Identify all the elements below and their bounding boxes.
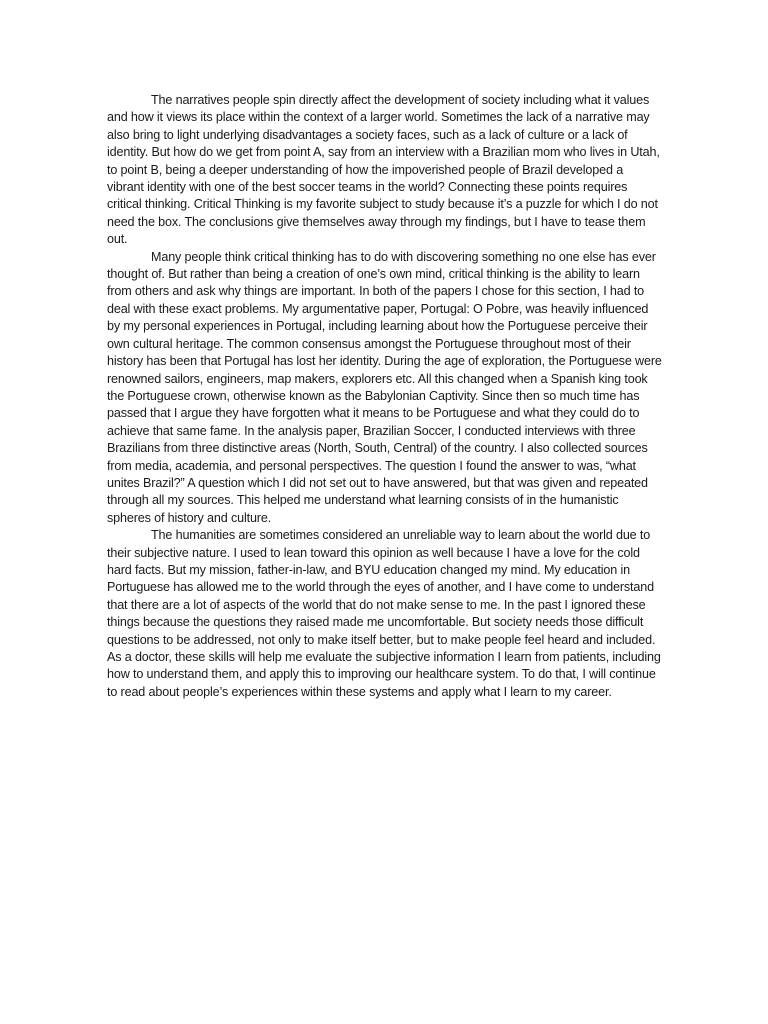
paragraph-2: Many people think critical thinking has to do with discovering something no one else has ever thought of. But rather than being a creation of one’s own mind, critical thinking is the ability to learn from others and ask why things are important. In both of the papers I chose for this section, I had to deal with these exact problems. My argumentative paper, Portugal: O Pobre, was heavily influenced by my personal experiences in Portugal, including learning about how the Portuguese perceive their own cultural heritage. The common consensus amongst the Portuguese throughout most of their history has been that Portugal has lost her identity. During the age of exploration, the Portuguese were renowned sailors, engineers, map makers, explorers etc. All this changed when a Spanish king took the Portuguese crown, otherwise known as the Babylonian Captivity. Since then so much time has passed that I argue they have forgotten what it means to be Portuguese and what they could do to achieve that same fame. In the analysis paper, Brazilian Soccer, I conducted interviews with three Brazilians from three distinctive areas (North, South, Central) of the country. I also collected sources from media, academia, and personal perspectives. The question I found the answer to was, “what unites Brazil?” A question which I did not set out to have answered, but that was given and repeated through all my sources. This helped me understand what learning consists of in the humanistic spheres of history and culture. — [107, 249, 662, 525]
paragraph-3: The humanities are sometimes considered an unreliable way to learn about the world due to their subjective nature. I used to lean toward this opinion as well because I have a love for the cold hard facts. But my mission, father-in-law, and BYU education changed my mind. My education in Portuguese has allowed me to the world through the eyes of another, and I have come to understand that there are a lot of aspects of the world that do not make sense to me. In the past I ignored these things because the questions they raised made me uncomfortable. But society needs those difficult questions to be addressed, not only to make itself better, but to make people feel heard and included. As a doctor, these skills will help me evaluate the subjective information I learn from patients, including how to understand them, and apply this to improving our healthcare system. To do that, I will continue to read about people’s experiences within these systems and apply what I learn to my career. — [107, 528, 661, 699]
paragraph-1: The narratives people spin directly affect the development of society including what it values and how it views its place within the context of a larger world. Sometimes the lack of a narrative may also bring to light underlying disadvantages a society faces, such as a lack of culture or a lack of identity. But how do we get from point A, say from an interview with a Brazilian mom who lives in Utah, to point B, being a deeper understanding of how the impoverished people of Brazil developed a vibrant identity with one of the best soccer teams in the world? Connecting these points requires critical thinking. Critical Thinking is my favorite subject to study because it’s a puzzle for which I do not need the box. The conclusions give themselves away through my findings, but I have to tease them out. — [107, 93, 660, 247]
document-page — [107, 92, 662, 701]
